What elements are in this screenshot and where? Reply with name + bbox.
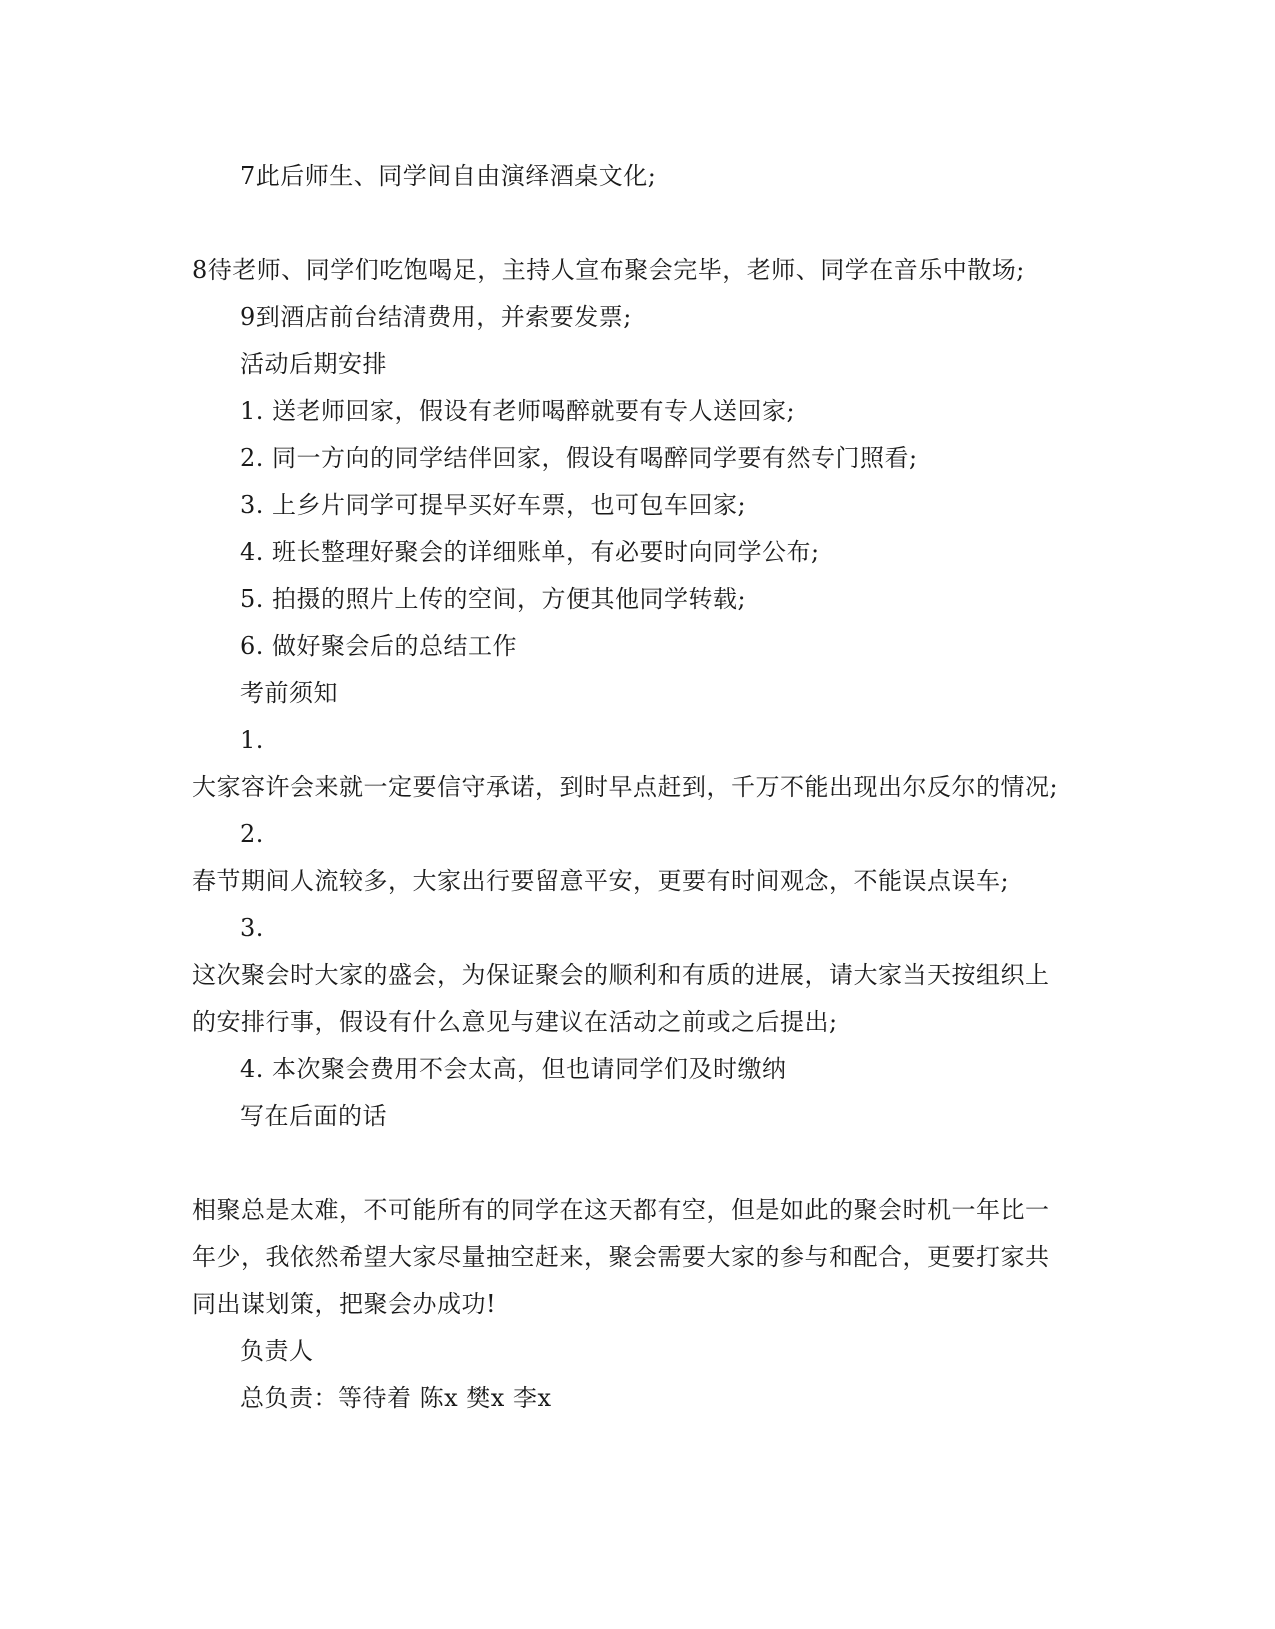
list-item: 5. 拍摄的照片上传的空间，方便其他同学转载; xyxy=(240,585,747,613)
paragraph-afterword-continued: 同出谋划策，把聚会办成功! xyxy=(192,1290,497,1318)
list-item: 4. 本次聚会费用不会太高，但也请同学们及时缴纳 xyxy=(240,1055,787,1083)
list-item: 2. 同一方向的同学结伴回家，假设有喝醉同学要有然专门照看; xyxy=(240,444,918,472)
list-item: 1. 送老师回家，假设有老师喝醉就要有专人送回家; xyxy=(240,397,796,425)
section-heading-afterword: 写在后面的话 xyxy=(240,1102,387,1130)
list-number: 2. xyxy=(240,820,264,848)
list-number: 1. xyxy=(240,726,264,754)
list-item: 4. 班长整理好聚会的详细账单，有必要时向同学公布; xyxy=(240,538,820,566)
list-item: 3. 上乡片同学可提早买好车票，也可包车回家; xyxy=(240,491,747,519)
paragraph-afterword-continued: 年少，我依然希望大家尽量抽空赶来，聚会需要大家的参与和配合，更要打家共 xyxy=(192,1243,1050,1271)
paragraph-step-9: 9到酒店前台结清费用，并索要发票; xyxy=(240,303,632,331)
section-heading-post-event: 活动后期安排 xyxy=(240,350,387,378)
list-item: 大家容许会来就一定要信守承诺，到时早点赶到，千万不能出现出尔反尔的情况; xyxy=(192,773,1059,801)
responsible-persons: 总负责：等待着 陈x 樊x 李x xyxy=(240,1384,552,1412)
list-item: 这次聚会时大家的盛会，为保证聚会的顺利和有质的进展，请大家当天按组织上 xyxy=(192,961,1050,989)
section-heading-responsible: 负责人 xyxy=(240,1337,314,1365)
list-item-continued: 的安排行事，假设有什么意见与建议在活动之前或之后提出; xyxy=(192,1008,838,1036)
list-number: 3. xyxy=(240,914,264,942)
paragraph-afterword: 相聚总是太难，不可能所有的同学在这天都有空，但是如此的聚会时机一年比一 xyxy=(192,1196,1050,1224)
list-item: 春节期间人流较多，大家出行要留意平安，更要有时间观念，不能误点误车; xyxy=(192,867,1010,895)
section-heading-notes: 考前须知 xyxy=(240,679,338,707)
paragraph-step-8: 8待老师、同学们吃饱喝足，主持人宣布聚会完毕，老师、同学在音乐中散场; xyxy=(192,256,1025,284)
paragraph-step-7: 7此后师生、同学间自由演绎酒桌文化; xyxy=(240,162,657,190)
list-item: 6. 做好聚会后的总结工作 xyxy=(240,632,518,660)
